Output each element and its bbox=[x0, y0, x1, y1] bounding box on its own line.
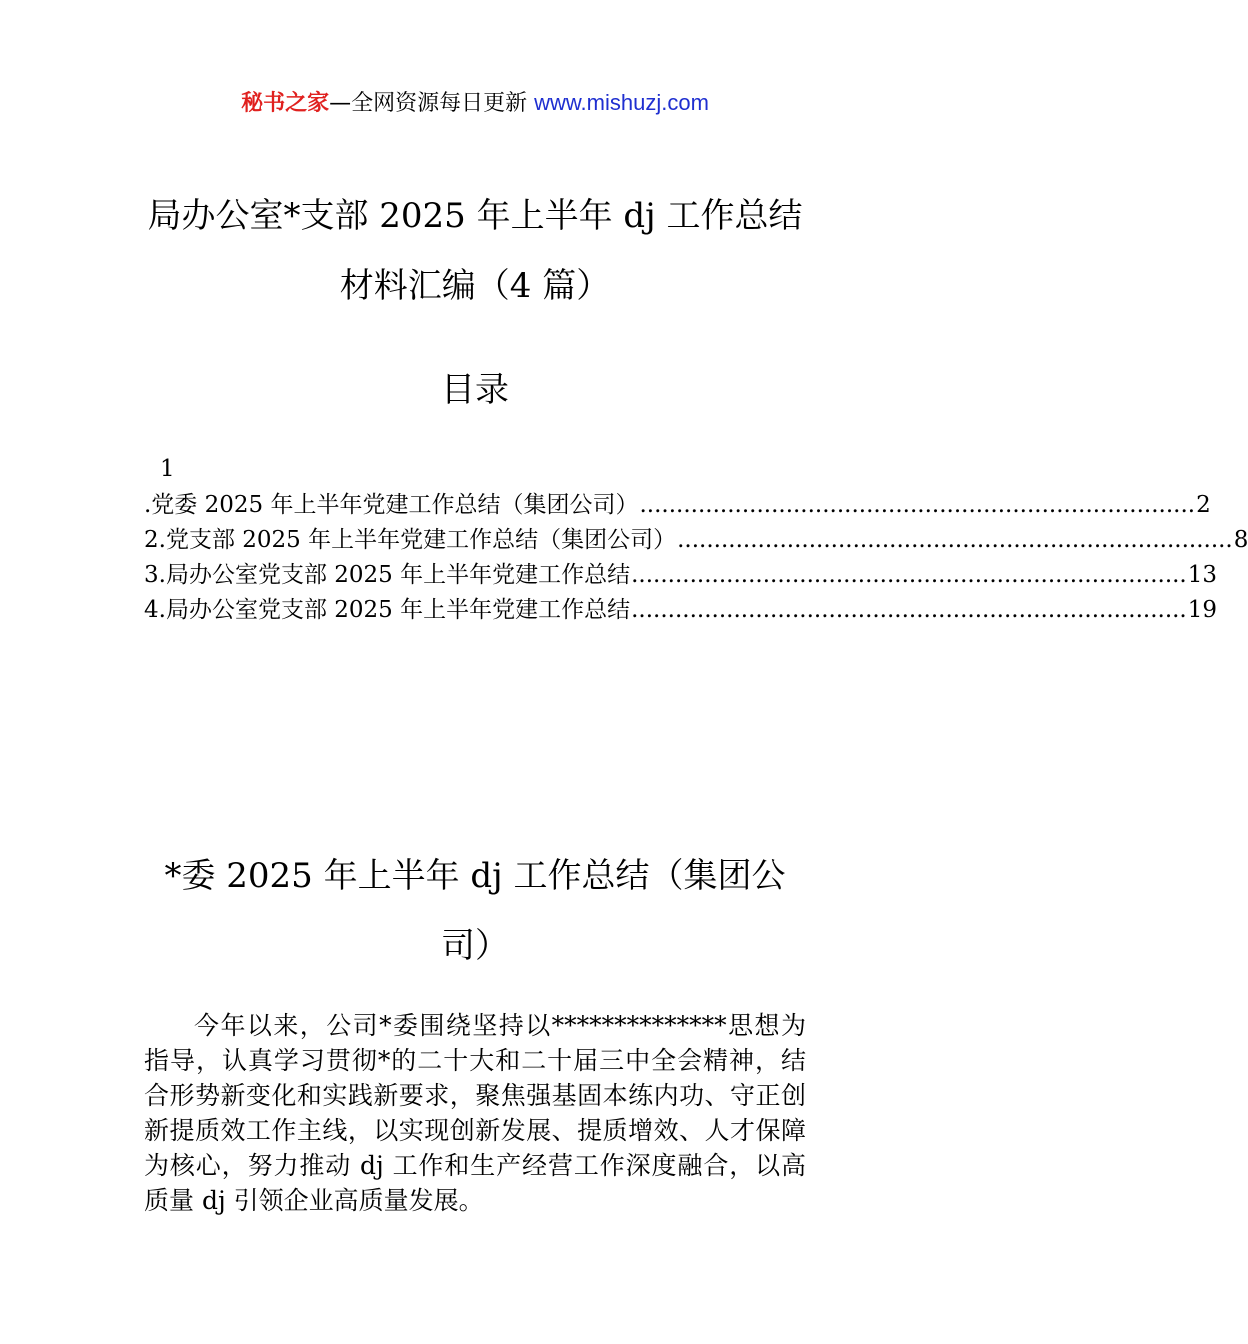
section-title-line2: 司） bbox=[441, 926, 509, 966]
toc-entry-page: 19 bbox=[1187, 597, 1218, 623]
site-header bbox=[0, 86, 950, 117]
toc-leader-dots: ............................................................................ bbox=[677, 527, 1233, 553]
toc-entry-label: 4.局办公室党支部 2025 年上半年党建工作总结 bbox=[144, 597, 631, 623]
toc-entry-label: .党委 2025 年上半年党建工作总结（集团公司） bbox=[144, 492, 639, 518]
toc-entry-page: 2 bbox=[1196, 492, 1211, 518]
toc-entry-page: 13 bbox=[1187, 562, 1218, 588]
toc-entry-label: 3.局办公室党支部 2025 年上半年党建工作总结 bbox=[144, 562, 631, 588]
toc-entry[interactable] bbox=[144, 556, 1218, 591]
site-tagline: —全网资源每日更新 bbox=[329, 91, 528, 116]
toc-leader-dots: ............................................................................ bbox=[631, 562, 1187, 588]
site-brand: 秘书之家 bbox=[241, 91, 330, 116]
toc-entry[interactable] bbox=[144, 591, 1218, 626]
document-title-line2: 材料汇编（4 篇） bbox=[339, 266, 611, 306]
section-title-line1: *委 2025 年上半年 dj 工作总结（集团公 bbox=[164, 856, 786, 896]
toc-leader-dots: ............................................................................ bbox=[631, 597, 1187, 623]
section-paragraph: 今年以来，公司*委围绕坚持以**************思想为指导，认真学习贯彻*的二十大和二十届三中全会精神，结合形势新变化和实践新要求，聚焦强基固本练内功、守正创新提质效工作主线，以实现创新发展、提质增效、人才保障为核心，努力推动 dj 工作和生产经营工作深度融合，以高质量 dj 引领企业高质量发展。 bbox=[144, 1011, 806, 1215]
site-url-link[interactable]: www.mishuzj.com bbox=[534, 90, 709, 115]
toc-stray-number: 1 bbox=[160, 456, 175, 482]
toc-entry[interactable] bbox=[144, 486, 1211, 521]
document-title-line1: 局办公室*支部 2025 年上半年 dj 工作总结 bbox=[147, 196, 803, 236]
toc-entry-page: 8 bbox=[1233, 527, 1248, 553]
table-of-contents bbox=[144, 486, 1248, 626]
toc-leader-dots: ............................................................................ bbox=[639, 492, 1196, 518]
toc-entry[interactable] bbox=[144, 521, 1248, 556]
toc-heading: 目录 bbox=[441, 370, 509, 410]
toc-entry-label: 2.党支部 2025 年上半年党建工作总结（集团公司） bbox=[144, 527, 677, 553]
